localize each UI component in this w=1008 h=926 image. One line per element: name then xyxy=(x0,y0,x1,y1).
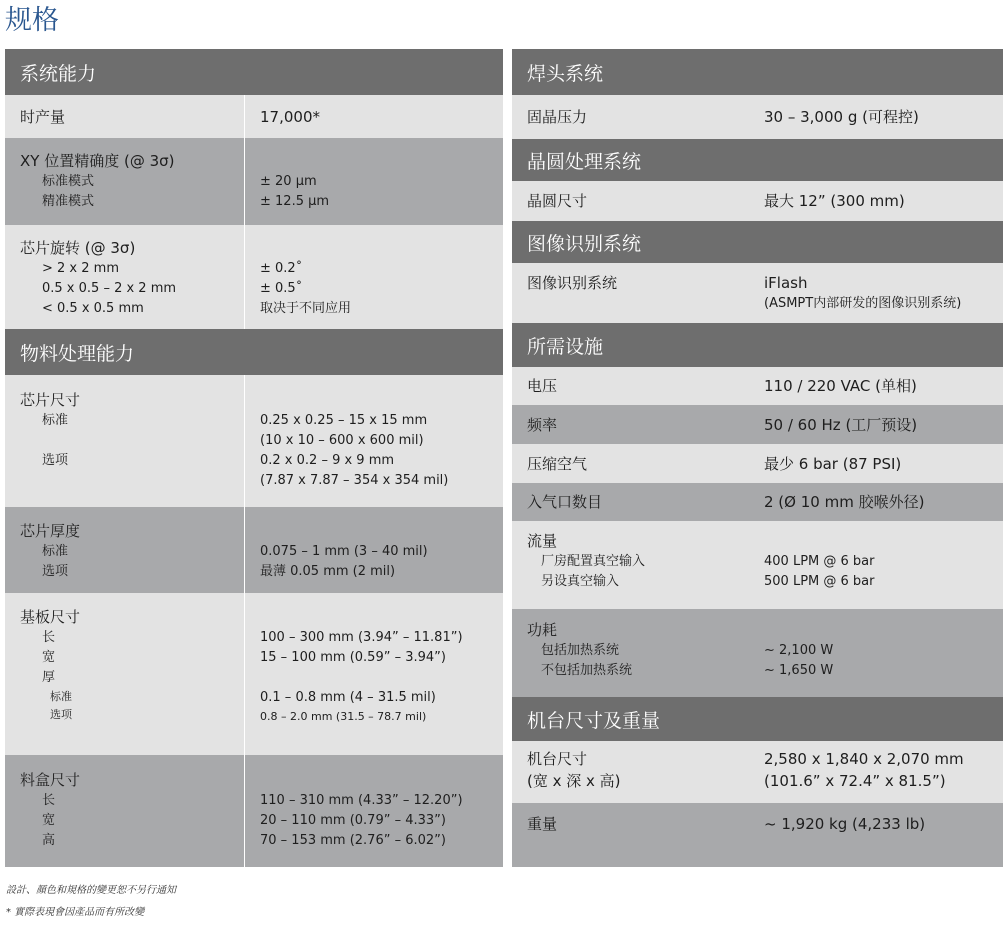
spec-row-xy-accuracy xyxy=(5,138,503,225)
spec-value: 17,000* xyxy=(260,107,320,126)
spec-label: 流量 xyxy=(527,532,558,550)
section-header-facilities: 所需设施 xyxy=(512,323,1003,367)
spec-value: (10 x 10 – 600 x 600 mil) xyxy=(260,433,424,448)
spec-label: 芯片尺寸 xyxy=(20,391,81,409)
spec-label: 时产量 xyxy=(20,107,66,126)
spec-label: 芯片旋转 (@ 3σ) xyxy=(20,239,136,257)
spec-value: 50 / 60 Hz (工厂预设) xyxy=(764,415,918,434)
spec-value: 15 – 100 mm (0.59” – 3.94”) xyxy=(260,650,446,665)
spec-sub-label: 宽 xyxy=(42,650,56,665)
spec-value: 0.075 – 1 mm (3 – 40 mil) xyxy=(260,544,428,559)
spec-value: ~ 1,650 W xyxy=(764,663,834,678)
spec-sub-label: 另设真空输入 xyxy=(541,574,620,589)
spec-value: (7.87 x 7.87 – 354 x 354 mil) xyxy=(260,473,449,488)
section-header-vision-system: 图像识别系统 xyxy=(512,221,1003,263)
spec-value: 110 / 220 VAC (单相) xyxy=(764,377,917,395)
spec-row-power xyxy=(512,609,1003,697)
spec-sub-label: 厚 xyxy=(42,670,56,685)
spec-sub-label: 不包括加热系统 xyxy=(541,663,633,678)
spec-value: 100 – 300 mm (3.94” – 11.81”) xyxy=(260,630,463,645)
footer-footnote: * 實際表現會因產品而有所改變 xyxy=(6,907,145,918)
spec-label: 图像识别系统 xyxy=(527,274,618,292)
spec-row-bond-force xyxy=(512,95,1003,139)
spec-sub-label: 长 xyxy=(42,793,56,808)
spec-value: 30 – 3,000 g (可程控) xyxy=(764,108,919,126)
section-header-dimensions-weight: 机台尺寸及重量 xyxy=(512,697,1003,741)
spec-row-die-rotation xyxy=(5,225,503,329)
spec-row-frequency xyxy=(512,405,1003,444)
spec-label: 压缩空气 xyxy=(527,454,588,473)
spec-value: 最少 6 bar (87 PSI) xyxy=(764,454,902,473)
spec-sub-label: 精准模式 xyxy=(42,194,95,209)
spec-value: 0.2 x 0.2 – 9 x 9 mm xyxy=(260,453,395,468)
spec-label: XY 位置精确度 (@ 3σ) xyxy=(20,152,175,170)
spec-value: 最薄 0.05 mm (2 mil) xyxy=(260,564,396,579)
spec-value: 500 LPM @ 6 bar xyxy=(764,574,875,589)
spec-value: iFlash xyxy=(764,274,808,292)
spec-sub-label: 选项 xyxy=(42,564,69,579)
section-header-bond-head: 焊头系统 xyxy=(512,49,1003,95)
spec-value: 0.1 – 0.8 mm (4 – 31.5 mil) xyxy=(260,690,436,705)
spec-sub-label: 标准 xyxy=(42,413,69,428)
spec-value: 2,580 x 1,840 x 2,070 mm xyxy=(764,750,964,768)
spec-value: 2 (Ø 10 mm 胶喉外径) xyxy=(764,493,925,511)
spec-row-vision xyxy=(512,263,1003,323)
spec-row-die-size xyxy=(5,375,503,507)
spec-value: 20 – 110 mm (0.79” – 4.33”) xyxy=(260,813,446,828)
spec-row-flow xyxy=(512,521,1003,609)
spec-sub-label: 高 xyxy=(42,833,56,848)
spec-sub-label: 厂房配置真空输入 xyxy=(541,554,646,569)
spec-sub-label: < 0.5 x 0.5 mm xyxy=(42,301,144,316)
spec-value: 70 – 153 mm (2.76” – 6.02”) xyxy=(260,833,446,848)
spec-label: 入气口数目 xyxy=(527,493,603,511)
section-header-wafer-handling: 晶圆处理系统 xyxy=(512,139,1003,181)
section-header-system-capability: 系统能力 xyxy=(5,49,503,95)
spec-label: 电压 xyxy=(527,377,558,395)
spec-sub-label: 长 xyxy=(42,630,56,645)
spec-label: (宽 x 深 x 高) xyxy=(527,772,621,790)
spec-value: ~ 1,920 kg (4,233 lb) xyxy=(764,815,926,833)
spec-sub-label: 包括加热系统 xyxy=(541,643,620,658)
spec-label: 机台尺寸 xyxy=(527,750,588,768)
spec-row-die-thickness xyxy=(5,507,503,593)
spec-label: 基板尺寸 xyxy=(20,608,81,626)
spec-sub-label: 标准模式 xyxy=(42,174,95,189)
page-title: 规格 xyxy=(5,5,59,36)
spec-row-substrate-size xyxy=(5,593,503,755)
section-header-material-handling: 物料处理能力 xyxy=(5,329,503,375)
spec-row-magazine-size xyxy=(5,755,503,867)
left-spec-column xyxy=(5,49,503,867)
spec-label: 固晶压力 xyxy=(527,108,588,126)
spec-sub-label: 0.5 x 0.5 – 2 x 2 mm xyxy=(42,281,177,296)
spec-label: 芯片厚度 xyxy=(20,522,81,540)
spec-row-throughput xyxy=(5,95,503,138)
spec-value: 400 LPM @ 6 bar xyxy=(764,554,875,569)
spec-sub-label: 选项 xyxy=(42,453,69,468)
spec-sub-label: 标准 xyxy=(50,690,72,703)
spec-value: ± 0.2˚ xyxy=(260,261,303,276)
spec-sub-label: > 2 x 2 mm xyxy=(42,261,119,276)
spec-row-weight xyxy=(512,803,1003,867)
spec-row-compressed-air xyxy=(512,444,1003,483)
footer-disclaimer: 設計、顏色和規格的變更恕不另行通知 xyxy=(6,885,176,896)
spec-row-wafer-size xyxy=(512,181,1003,221)
spec-value: 0.8 – 2.0 mm (31.5 – 78.7 mil) xyxy=(260,710,427,723)
spec-value: ± 20 μm xyxy=(260,174,317,189)
spec-sub-label: 标准 xyxy=(42,544,69,559)
spec-value: ~ 2,100 W xyxy=(764,643,834,658)
spec-row-air-inlets xyxy=(512,483,1003,521)
right-spec-column xyxy=(512,49,1003,867)
spec-value-note: (ASMPT内部研发的图像识别系统) xyxy=(764,296,962,311)
spec-label: 功耗 xyxy=(527,621,558,639)
spec-row-voltage xyxy=(512,367,1003,405)
spec-value: ± 12.5 μm xyxy=(260,194,330,209)
spec-label: 料盒尺寸 xyxy=(20,771,81,789)
spec-value: ± 0.5˚ xyxy=(260,281,303,296)
spec-sub-label: 宽 xyxy=(42,813,56,828)
spec-value: (101.6” x 72.4” x 81.5”) xyxy=(764,772,946,790)
spec-row-machine-size xyxy=(512,741,1003,803)
spec-value: 最大 12” (300 mm) xyxy=(764,192,905,210)
spec-sub-label: 选项 xyxy=(50,708,72,721)
spec-value: 0.25 x 0.25 – 15 x 15 mm xyxy=(260,413,428,428)
spec-value: 110 – 310 mm (4.33” – 12.20”) xyxy=(260,793,463,808)
spec-label: 晶圆尺寸 xyxy=(527,192,588,210)
spec-label: 频率 xyxy=(527,415,558,434)
spec-value: 取决于不同应用 xyxy=(260,301,352,316)
spec-label: 重量 xyxy=(527,815,558,833)
